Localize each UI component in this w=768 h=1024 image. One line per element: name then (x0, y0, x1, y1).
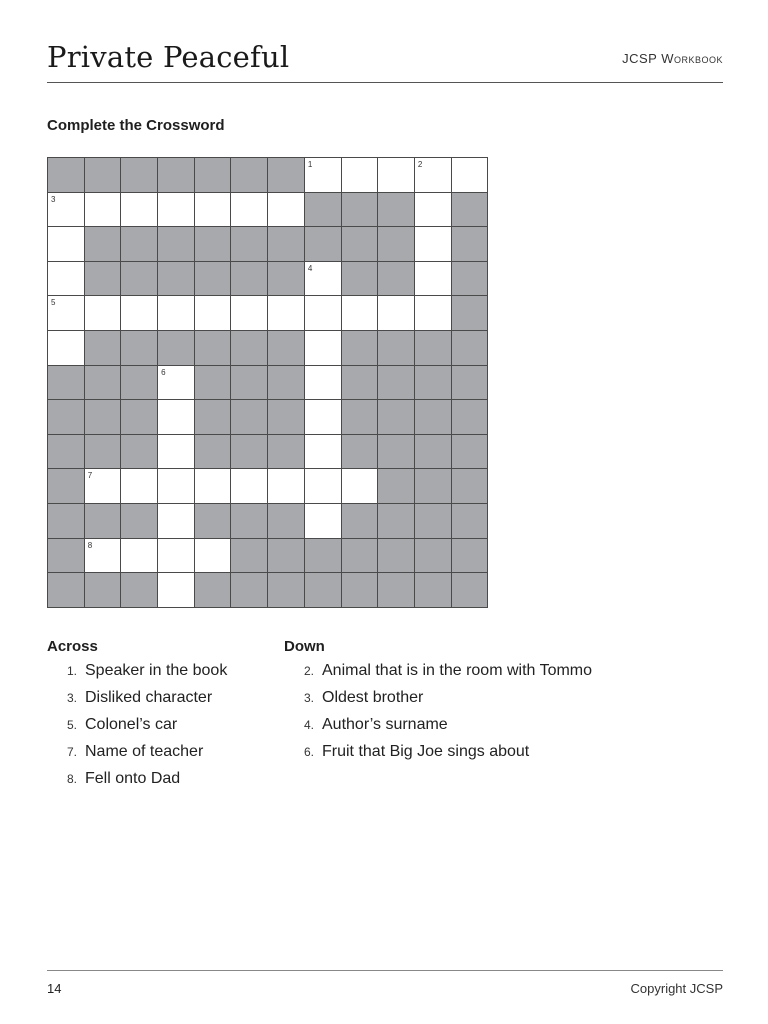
crossword-block (195, 504, 232, 539)
crossword-block (158, 227, 195, 262)
crossword-cell[interactable] (85, 193, 122, 228)
crossword-block (452, 400, 489, 435)
clue-item (47, 770, 377, 797)
crossword-cell[interactable] (121, 296, 158, 331)
crossword-block (121, 435, 158, 470)
crossword-cell[interactable] (305, 262, 342, 297)
crossword-block (121, 158, 158, 193)
crossword-block (452, 193, 489, 228)
crossword-block (305, 227, 342, 262)
crossword-block (452, 504, 489, 539)
crossword-block (452, 539, 489, 574)
crossword-cell[interactable] (158, 400, 195, 435)
crossword-block (85, 262, 122, 297)
crossword-cell[interactable] (305, 158, 342, 193)
clue-number: 8. (66, 772, 77, 786)
crossword-cell[interactable] (231, 469, 268, 504)
crossword-block (415, 573, 452, 608)
clue-text: Speaker in the book (85, 662, 228, 679)
copyright-text: Copyright JCSP (630, 981, 723, 996)
crossword-block (195, 331, 232, 366)
down-heading: Down (284, 638, 325, 655)
clue-number-label: 1 (307, 160, 313, 169)
header-divider (47, 82, 723, 83)
crossword-cell[interactable] (342, 158, 379, 193)
crossword-cell[interactable] (158, 573, 195, 608)
crossword-block (48, 504, 85, 539)
crossword-cell[interactable] (415, 193, 452, 228)
clue-text: Disliked character (85, 689, 213, 706)
crossword-block (378, 539, 415, 574)
clue-item (284, 743, 614, 770)
crossword-block (342, 227, 379, 262)
crossword-block (121, 400, 158, 435)
crossword-cell[interactable] (121, 193, 158, 228)
crossword-cell[interactable] (85, 539, 122, 574)
crossword-block (48, 366, 85, 401)
crossword-block (231, 400, 268, 435)
crossword-cell[interactable] (121, 539, 158, 574)
crossword-block (452, 227, 489, 262)
crossword-block (268, 504, 305, 539)
crossword-block (305, 193, 342, 228)
clue-number-label: 8 (87, 540, 93, 550)
clue-number-label: 2 (417, 160, 423, 169)
clue-text: Fruit that Big Joe sings about (322, 743, 530, 760)
clue-text: Animal that is in the room with Tommo (322, 662, 593, 679)
section-title: Complete the Crossword (47, 117, 225, 134)
crossword-block (342, 539, 379, 574)
crossword-block (305, 573, 342, 608)
crossword-cell[interactable] (195, 296, 232, 331)
crossword-block (195, 262, 232, 297)
crossword-block (378, 366, 415, 401)
clue-item (284, 662, 614, 689)
crossword-cell[interactable] (305, 469, 342, 504)
crossword-cell[interactable] (268, 469, 305, 504)
crossword-cell[interactable] (158, 296, 195, 331)
crossword-cell[interactable] (342, 296, 379, 331)
crossword-block (48, 573, 85, 608)
crossword-block (415, 435, 452, 470)
crossword-block (378, 435, 415, 470)
crossword-cell[interactable] (48, 227, 85, 262)
crossword-block (121, 573, 158, 608)
footer-divider (47, 970, 723, 971)
crossword-block (195, 573, 232, 608)
crossword-cell[interactable] (231, 193, 268, 228)
crossword-cell[interactable] (305, 331, 342, 366)
crossword-block (85, 366, 122, 401)
crossword-block (268, 573, 305, 608)
crossword-block (85, 435, 122, 470)
crossword-block (342, 573, 379, 608)
crossword-cell[interactable] (85, 469, 122, 504)
crossword-block (452, 262, 489, 297)
crossword-block (378, 504, 415, 539)
crossword-block (268, 158, 305, 193)
crossword-cell[interactable] (158, 435, 195, 470)
crossword-cell[interactable] (48, 193, 85, 228)
crossword-block (195, 400, 232, 435)
crossword-cell[interactable] (305, 296, 342, 331)
clue-item (284, 716, 614, 743)
crossword-block (452, 469, 489, 504)
crossword-block (415, 366, 452, 401)
crossword-cell[interactable] (85, 296, 122, 331)
clue-number: 3. (303, 691, 314, 705)
crossword-cell[interactable] (268, 296, 305, 331)
crossword-block (231, 366, 268, 401)
crossword-cell[interactable] (158, 366, 195, 401)
across-heading: Across (47, 638, 98, 655)
crossword-block (452, 366, 489, 401)
clue-number: 2. (303, 664, 314, 678)
crossword-block (48, 539, 85, 574)
crossword-cell[interactable] (415, 262, 452, 297)
crossword-block (231, 262, 268, 297)
crossword-block (268, 227, 305, 262)
page-number: 14 (47, 981, 62, 996)
crossword-cell[interactable] (305, 400, 342, 435)
clue-number: 5. (66, 718, 77, 732)
crossword-block (48, 400, 85, 435)
down-clues (284, 638, 614, 770)
crossword-block (231, 227, 268, 262)
clue-number: 3. (66, 691, 77, 705)
crossword-block (231, 158, 268, 193)
crossword-block (378, 573, 415, 608)
clue-text: Author’s surname (322, 716, 448, 733)
crossword-block (85, 400, 122, 435)
crossword-block (342, 193, 379, 228)
crossword-block (158, 158, 195, 193)
crossword-block (158, 262, 195, 297)
crossword-block (231, 331, 268, 366)
crossword-cell[interactable] (305, 504, 342, 539)
clue-number-label: 6 (161, 367, 166, 377)
crossword-block (195, 366, 232, 401)
crossword-block (342, 262, 379, 297)
crossword-cell[interactable] (231, 296, 268, 331)
clue-text: Name of teacher (85, 743, 204, 760)
crossword-block (85, 158, 122, 193)
page-title: Private Peaceful (47, 40, 290, 74)
crossword-block (268, 400, 305, 435)
crossword-grid (47, 157, 488, 608)
crossword-block (231, 573, 268, 608)
crossword-block (342, 366, 379, 401)
crossword-block (85, 331, 122, 366)
clue-number: 1. (66, 664, 77, 678)
crossword-cell[interactable] (48, 331, 85, 366)
crossword-block (195, 227, 232, 262)
clue-number-label: 4 (307, 263, 313, 273)
clue-text: Oldest brother (322, 689, 424, 706)
crossword-block (268, 539, 305, 574)
crossword-block (268, 262, 305, 297)
crossword-cell[interactable] (378, 296, 415, 331)
crossword-block (452, 296, 489, 331)
crossword-block (48, 469, 85, 504)
crossword-block (268, 435, 305, 470)
clue-number-label: 7 (87, 471, 93, 481)
clue-item (284, 689, 614, 716)
crossword-cell[interactable] (415, 296, 452, 331)
crossword-block (378, 193, 415, 228)
crossword-block (452, 331, 489, 366)
crossword-cell[interactable] (195, 193, 232, 228)
crossword-cell[interactable] (415, 227, 452, 262)
clue-text: Fell onto Dad (85, 770, 181, 787)
crossword-block (452, 573, 489, 608)
crossword-block (415, 400, 452, 435)
crossword-cell[interactable] (158, 193, 195, 228)
crossword-cell[interactable] (158, 539, 195, 574)
crossword-cell[interactable] (452, 158, 489, 193)
crossword-block (378, 331, 415, 366)
crossword-cell[interactable] (48, 262, 85, 297)
crossword-cell[interactable] (48, 296, 85, 331)
crossword-cell[interactable] (342, 469, 379, 504)
crossword-block (415, 331, 452, 366)
crossword-block (342, 435, 379, 470)
crossword-cell[interactable] (158, 504, 195, 539)
crossword-block (158, 331, 195, 366)
crossword-block (415, 504, 452, 539)
crossword-block (268, 366, 305, 401)
crossword-block (342, 504, 379, 539)
crossword-block (342, 331, 379, 366)
crossword-block (378, 227, 415, 262)
crossword-cell[interactable] (158, 469, 195, 504)
crossword-block (231, 435, 268, 470)
clue-text: Colonel’s car (85, 716, 178, 733)
crossword-block (195, 435, 232, 470)
crossword-block (48, 435, 85, 470)
crossword-cell[interactable] (415, 158, 452, 193)
crossword-block (121, 331, 158, 366)
crossword-block (121, 366, 158, 401)
clue-number-label: 3 (51, 194, 56, 204)
crossword-block (305, 539, 342, 574)
crossword-block (415, 469, 452, 504)
clue-number: 6. (303, 745, 314, 759)
workbook-label: JCSP Workbook (622, 51, 723, 66)
crossword-block (121, 504, 158, 539)
crossword-block (452, 435, 489, 470)
crossword-block (85, 227, 122, 262)
crossword-block (231, 539, 268, 574)
crossword-block (378, 400, 415, 435)
clue-number: 4. (303, 718, 314, 732)
clue-number-label: 5 (51, 298, 56, 308)
crossword-cell[interactable] (195, 469, 232, 504)
crossword-block (268, 331, 305, 366)
crossword-cell[interactable] (195, 539, 232, 574)
crossword-block (48, 158, 85, 193)
crossword-block (121, 227, 158, 262)
crossword-cell[interactable] (305, 435, 342, 470)
crossword-block (342, 400, 379, 435)
crossword-block (378, 262, 415, 297)
crossword-cell[interactable] (268, 193, 305, 228)
crossword-block (415, 539, 452, 574)
clue-number: 7. (66, 745, 77, 759)
crossword-block (85, 573, 122, 608)
crossword-cell[interactable] (378, 158, 415, 193)
crossword-block (378, 469, 415, 504)
crossword-block (85, 504, 122, 539)
crossword-block (231, 504, 268, 539)
crossword-cell[interactable] (121, 469, 158, 504)
crossword-cell[interactable] (305, 366, 342, 401)
crossword-block (121, 262, 158, 297)
crossword-block (195, 158, 232, 193)
